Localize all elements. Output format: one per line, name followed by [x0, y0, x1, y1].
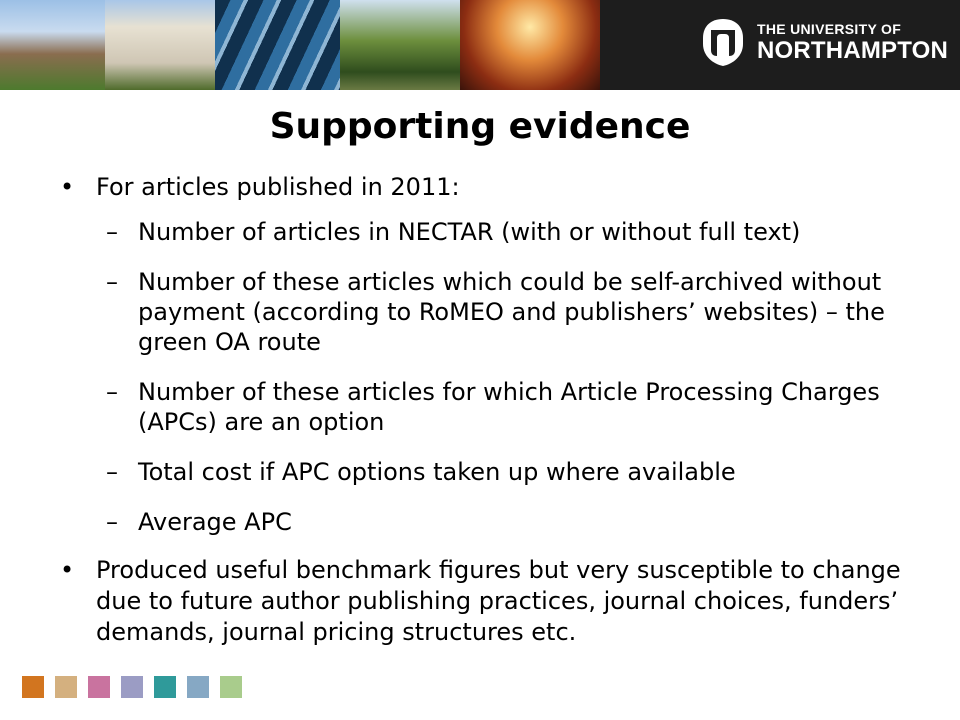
- sub-item: [60, 377, 930, 437]
- slide-title: Supporting evidence: [269, 106, 691, 147]
- color-swatches: [22, 676, 253, 698]
- sub-item-text: Average APC: [138, 508, 292, 536]
- sub-item: [60, 217, 930, 247]
- sub-item-text: Number of articles in NECTAR (with or without full text): [138, 218, 801, 246]
- sub-item: [60, 457, 930, 487]
- slide-body: [60, 172, 930, 648]
- color-swatch: [154, 676, 176, 698]
- dash-marker: –: [106, 458, 118, 486]
- logo-line1: THE UNIVERSITY OF: [757, 20, 902, 37]
- logo-line2: NORTHAMPTON: [757, 36, 949, 64]
- campus-trees-photo: [340, 0, 460, 90]
- color-swatch: [55, 676, 77, 698]
- sub-item-text: Total cost if APC options taken up where available: [138, 458, 736, 486]
- color-swatch: [88, 676, 110, 698]
- sub-item: [60, 267, 930, 357]
- bullet-item: [60, 172, 930, 203]
- color-swatch: [121, 676, 143, 698]
- sub-item-text: Number of these articles for which Article Processing Charges (APCs) are an option: [138, 378, 880, 436]
- bullet-marker: •: [60, 556, 75, 584]
- bullet-item: [60, 555, 930, 648]
- lit-interior-photo: [460, 0, 600, 90]
- dash-marker: –: [106, 218, 118, 246]
- sub-item: [60, 507, 930, 537]
- glass-building-photo: [215, 0, 340, 90]
- bullet-text: For articles published in 2011:: [96, 173, 460, 201]
- color-swatch: [22, 676, 44, 698]
- sub-item-text: Number of these articles which could be self-archived without payment (according to RoMEO and publishers’ websites) – the green OA route: [138, 268, 885, 356]
- dash-marker: –: [106, 268, 118, 296]
- dash-marker: –: [106, 508, 118, 536]
- dash-marker: –: [106, 378, 118, 406]
- color-swatch: [220, 676, 242, 698]
- classical-building-photo: [105, 0, 215, 90]
- building-photo: [0, 0, 105, 90]
- bullet-text: Produced useful benchmark figures but very susceptible to change due to future author publishing practices, journal choices, funders’ demands, journal pricing structures etc.: [96, 556, 901, 646]
- university-logo-icon: [697, 16, 749, 68]
- color-swatch: [187, 676, 209, 698]
- university-logo: [697, 14, 948, 70]
- bullet-marker: •: [60, 173, 75, 201]
